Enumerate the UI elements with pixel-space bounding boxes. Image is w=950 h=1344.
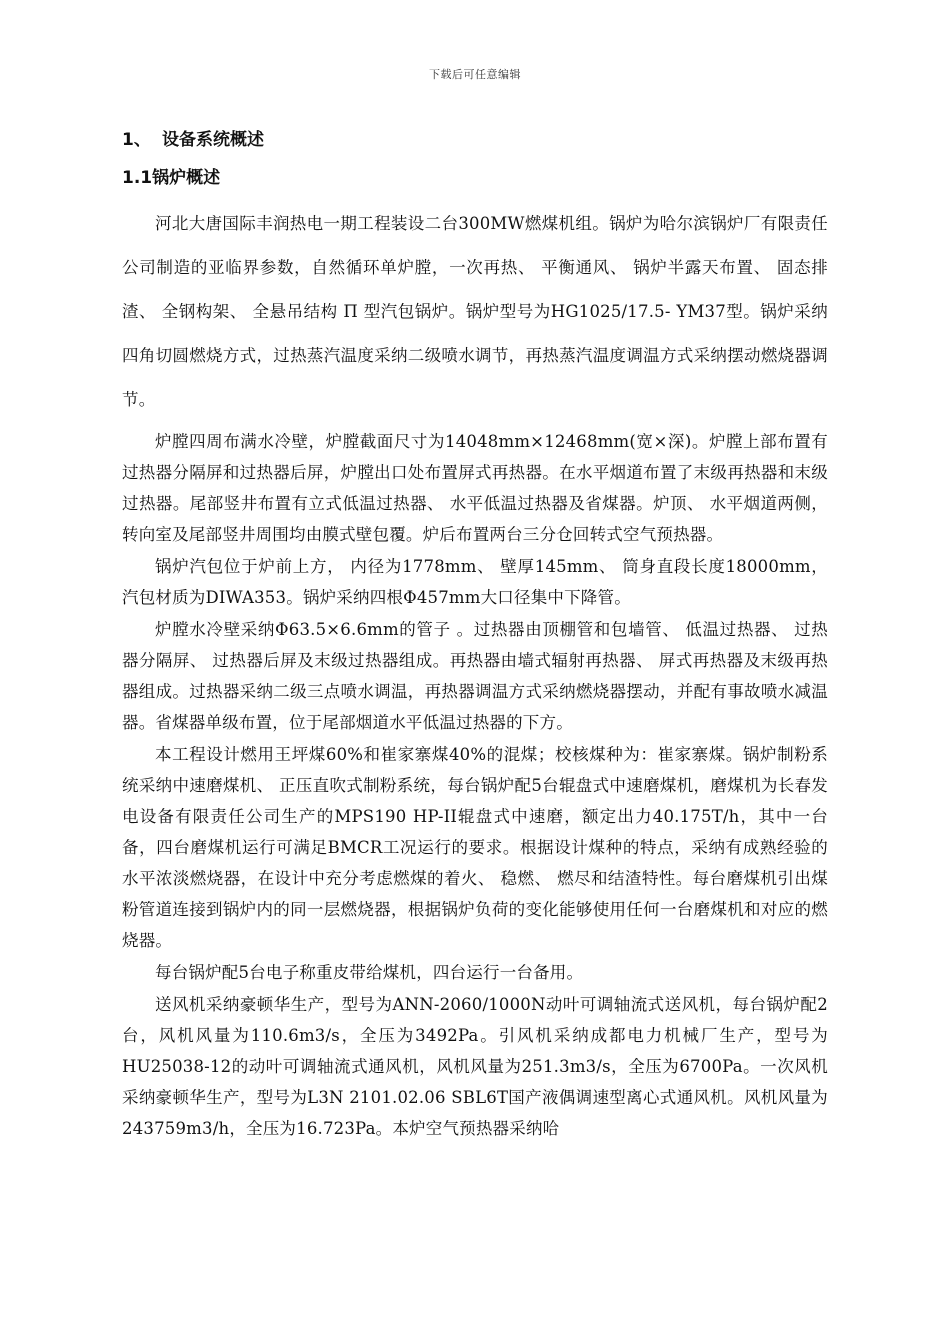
paragraph: 河北大唐国际丰润热电一期工程装设二台300MW燃煤机组。锅炉为哈尔滨锅炉厂有限责任公司制造的亚临界参数，自然循环单炉膛，一次再热、 平衡通风、 锅炉半露天布置、 固态排渣、 全钢构架、 全悬吊结构 Π 型汽包锅炉。锅炉型号为HG1025/17.5- YM37型。锅炉采纳四角切圆燃烧方式，过热蒸汽温度采纳二级喷水调节，再热蒸汽温度调温方式采纳摆动燃烧器调节。 xyxy=(122,214,828,409)
section-title: 设备系统概述 xyxy=(162,130,264,150)
paragraph: 炉膛水冷壁采纳Φ63.5×6.6mm的管子 。过热器由顶棚管和包墙管、 低温过热器、 过热器分隔屏、 过热器后屏及末级过热器组成。再热器由墙式辐射再热器、 屏式再热器及末级再热器组成。过热器采纳二级三点喷水调温，再热器调温方式采纳燃烧器摆动，并配有事故喷水减温器。省煤器单级布置，位于尾部烟道水平低温过热器的下方。 xyxy=(122,620,828,732)
paragraph: 炉膛四周布满水冷壁，炉膛截面尺寸为14048mm×12468mm(宽×深)。炉膛上部布置有过热器分隔屏和过热器后屏，炉膛出口处布置屏式再热器。在水平烟道布置了末级再热器和末级过热器。尾部竖井布置有立式低温过热器、 水平低温过热器及省煤器。炉顶、 水平烟道两侧，转向室及尾部竖井周围均由膜式壁包覆。炉后布置两台三分仓回转式空气预热器。 xyxy=(122,432,828,544)
paragraph: 本工程设计燃用王坪煤60%和崔家寨煤40%的混煤；校核煤种为：崔家寨煤。锅炉制粉系统采纳中速磨煤机、 正压直吹式制粉系统，每台锅炉配5台辊盘式中速磨煤机，磨煤机为长春发电设备有限责任公司生产的MPS190 HP-II辊盘式中速磨，额定出力40.175T/h，其中一台备，四台磨煤机运行可满足BMCR工况运行的要求。根据设计煤种的特点，采纳有成熟经验的水平浓淡燃烧器，在设计中充分考虑燃煤的着火、 稳燃、 燃尽和结渣特性。每台磨煤机引出煤粉管道连接到锅炉内的同一层燃烧器，根据锅炉负荷的变化能够使用任何一台磨煤机和对应的燃烧器。 xyxy=(122,745,828,950)
section-number: 1、 xyxy=(122,130,151,150)
paragraph: 每台锅炉配5台电子称重皮带给煤机，四台运行一台备用。 xyxy=(155,963,584,982)
subsection-heading: 1.1锅炉概述 xyxy=(122,168,221,188)
document-body xyxy=(122,126,828,1145)
paragraph: 送风机采纳豪顿华生产，型号为ANN-2060/1000N动叶可调轴流式送风机，每台锅炉配2台，风机风量为110.6m3/s，全压为3492Pa。引风机采纳成都电力机械厂生产，型号为HU25038-12的动叶可调轴流式通风机，风机风量为251.3m3/s，全压为6700Pa。一次风机采纳豪顿华生产，型号为L3N 2101.02.06 SBL6T国产液偶调速型离心式通风机。风机风量为243759m3/h，全压为16.723Pa。本炉空气预热器采纳哈 xyxy=(122,995,828,1138)
paragraph: 锅炉汽包位于炉前上方， 内径为1778mm、 壁厚145mm、 筒身直段长度18000mm，汽包材质为DIWA353。锅炉采纳四根Φ457mm大口径集中下降管。 xyxy=(122,557,828,607)
header-note: 下载后可任意编辑 xyxy=(429,68,521,81)
section-heading xyxy=(122,126,828,154)
